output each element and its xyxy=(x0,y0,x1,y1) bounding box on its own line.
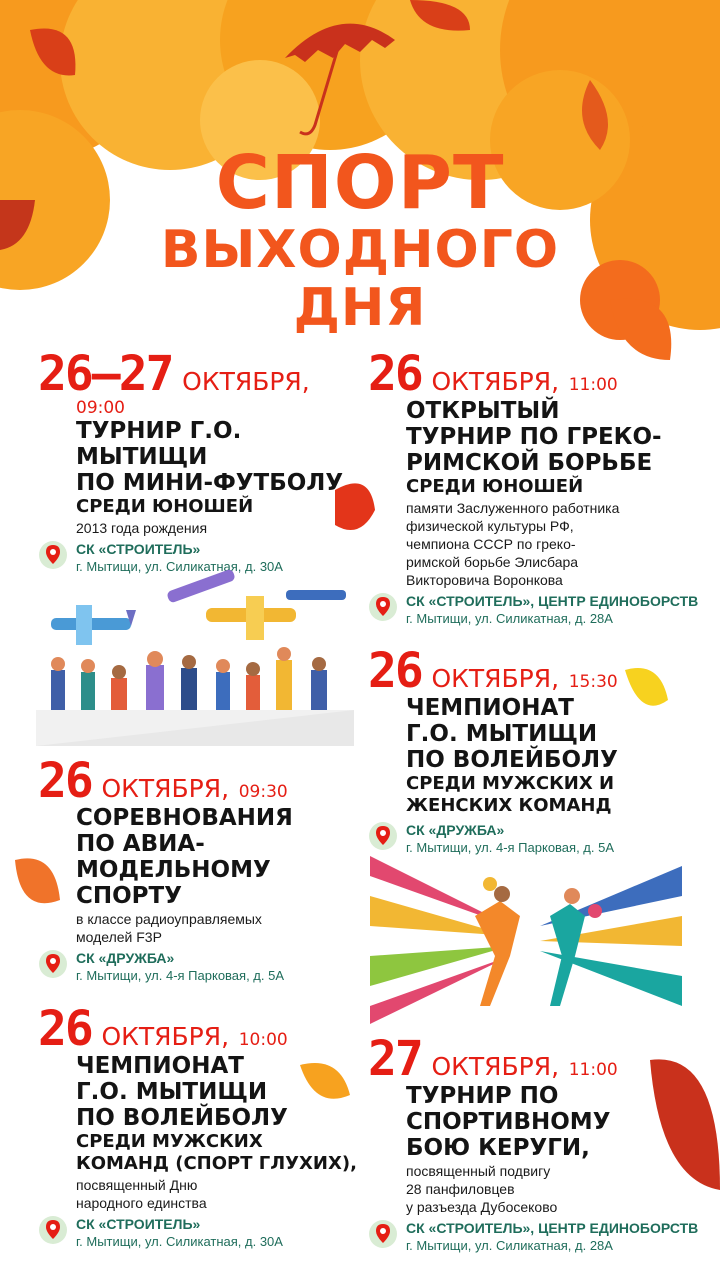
volleyball-illustration xyxy=(370,856,682,1024)
event-title-line: Г.О. МЫТИЩИ xyxy=(76,1079,268,1105)
event-date xyxy=(368,643,708,699)
event-title-line: СОРЕВНОВАНИЯ xyxy=(76,805,293,831)
venue-name: СК «СТРОИТЕЛЬ», ЦЕНТР ЕДИНОБОРСТВ xyxy=(406,1220,699,1236)
event-card xyxy=(368,346,708,628)
event-subtitle: СРЕДИ МУЖСКИХ КОМАНД (СПОРТ ГЛУХИХ), xyxy=(76,1131,357,1174)
title-line-2: ВЫХОДНОГО xyxy=(160,220,560,280)
venue-address: г. Мытищи, ул. 4-я Парковая, д. 5А xyxy=(76,968,285,983)
event-title-line: ТУРНИР Г.О. МЫТИЩИ xyxy=(76,418,242,471)
event-month: ОКТЯБРЯ, xyxy=(431,367,560,396)
location-pin-icon xyxy=(368,592,398,622)
event-day: 27 xyxy=(368,1031,422,1087)
event-venue xyxy=(38,1215,358,1251)
event-date xyxy=(368,1031,708,1087)
event-title-line: ТУРНИР ПО xyxy=(406,1083,559,1109)
airplane-icon xyxy=(166,568,236,603)
player-icon xyxy=(550,888,585,1006)
event-title-line: Г.О. МЫТИЩИ xyxy=(406,721,598,747)
event-card xyxy=(368,1031,708,1255)
event-title-line: ПО ВОЛЕЙБОЛУ xyxy=(406,747,618,773)
event-venue xyxy=(368,592,708,628)
event-time: 10:00 xyxy=(238,1030,288,1050)
event-desc-line: физической культуры РФ, xyxy=(406,518,574,534)
event-day: 26 xyxy=(38,753,92,809)
event-time: 09:30 xyxy=(238,782,288,802)
event-month: ОКТЯБРЯ, xyxy=(431,664,560,693)
event-desc-line: 2013 года рождения xyxy=(76,520,208,537)
event-venue xyxy=(368,1219,708,1255)
venue-address: г. Мытищи, ул. Силикатная, д. 28А xyxy=(406,611,613,626)
event-desc-line: 28 панфиловцев xyxy=(406,1181,515,1197)
event-date xyxy=(38,1001,358,1057)
event-day: 26 xyxy=(38,1001,92,1057)
venue-name: СК «СТРОИТЕЛЬ» xyxy=(76,1216,201,1232)
event-title-line: ОТКРЫТЫЙ xyxy=(406,398,560,424)
event-time: 11:00 xyxy=(568,375,618,395)
event-date xyxy=(38,346,348,402)
event-title-line: ЧЕМПИОНАТ xyxy=(76,1053,244,1079)
event-day: 26 xyxy=(368,346,422,402)
player-icon xyxy=(475,886,520,1006)
event-time: 09:00 xyxy=(76,398,125,418)
event-month: ОКТЯБРЯ, xyxy=(101,774,230,803)
event-card xyxy=(368,643,708,857)
venue-address: г. Мытищи, ул. Силикатная, д. 30А xyxy=(76,1234,283,1249)
event-desc-line: посвященный Дню xyxy=(76,1177,198,1193)
event-desc-line: у разъезда Дубосеково xyxy=(406,1199,558,1215)
event-day: 26 xyxy=(368,643,422,699)
venue-address: г. Мытищи, ул. 4-я Парковая, д. 5А xyxy=(406,840,615,855)
venue-name: СК «ДРУЖБА» xyxy=(76,950,175,966)
event-card xyxy=(38,753,348,985)
event-venue xyxy=(38,949,348,985)
aeromodel-illustration xyxy=(36,560,354,746)
event-title-line: ПО ВОЛЕЙБОЛУ xyxy=(76,1105,288,1131)
event-card xyxy=(38,346,348,576)
event-title-line: МОДЕЛЬНОМУ xyxy=(76,857,271,883)
location-pin-icon xyxy=(38,949,68,979)
location-pin-icon xyxy=(368,1219,398,1249)
location-pin-icon xyxy=(368,821,398,851)
event-title-line: ТУРНИР ПО ГРЕКО- xyxy=(406,424,662,450)
event-desc-line: моделей F3P xyxy=(76,929,162,945)
event-day: 26–27 xyxy=(38,346,173,402)
event-month: ОКТЯБРЯ, xyxy=(182,367,310,396)
people-icon xyxy=(51,647,327,710)
venue-address: г. Мытищи, ул. Силикатная, д. 28А xyxy=(406,1238,613,1253)
airplane-icon xyxy=(286,590,346,600)
event-title-line: СПОРТИВНОМУ xyxy=(406,1109,611,1135)
event-desc-line: чемпиона СССР по греко- xyxy=(406,536,576,552)
airplane-icon xyxy=(51,605,136,645)
ball-icon xyxy=(483,877,497,891)
event-desc-line: народного единства xyxy=(76,1195,207,1211)
event-title-line: ЧЕМПИОНАТ xyxy=(406,695,574,721)
event-desc-line: в классе радиоуправляемых xyxy=(76,911,262,927)
event-time: 15:30 xyxy=(568,672,618,692)
location-pin-icon xyxy=(38,1215,68,1245)
venue-address: г. Мытищи, ул. Силикатная, д. 30А xyxy=(76,559,283,575)
venue-name: СК «СТРОИТЕЛЬ», ЦЕНТР ЕДИНОБОРСТВ xyxy=(406,593,699,609)
title-line-3: ДНЯ xyxy=(293,278,427,338)
venue-name: СК «СТРОИТЕЛЬ» xyxy=(76,541,201,558)
event-title-line: БОЮ КЕРУГИ, xyxy=(406,1135,590,1161)
event-month: ОКТЯБРЯ, xyxy=(431,1052,560,1081)
event-title-line: ПО АВИА- xyxy=(76,831,205,857)
title-line-1: СПОРТ xyxy=(215,140,505,226)
event-subtitle: СРЕДИ ЮНОШЕЙ xyxy=(76,496,254,518)
event-subtitle: СРЕДИ МУЖСКИХ И ЖЕНСКИХ КОМАНД xyxy=(406,773,615,816)
event-desc-line: памяти Заслуженного работника xyxy=(406,500,620,516)
event-time: 11:00 xyxy=(568,1060,618,1080)
event-title-line: СПОРТУ xyxy=(76,883,182,909)
event-desc-line: посвященный подвигу xyxy=(406,1163,551,1179)
airplane-icon xyxy=(206,596,296,640)
ball-icon xyxy=(588,904,602,918)
event-title-line: ПО МИНИ-ФУТБОЛУ xyxy=(76,470,344,497)
event-title-line: РИМСКОЙ БОРЬБЕ xyxy=(406,450,653,476)
venue-name: СК «ДРУЖБА» xyxy=(406,822,505,838)
event-date xyxy=(38,753,348,809)
event-desc-line: римской борьбе Элисбара xyxy=(406,554,579,570)
event-date xyxy=(368,346,708,402)
event-month: ОКТЯБРЯ, xyxy=(101,1022,230,1051)
event-card xyxy=(38,1001,358,1251)
event-subtitle: СРЕДИ ЮНОШЕЙ xyxy=(406,476,584,497)
event-desc-line: Викторовича Воронкова xyxy=(406,572,563,588)
event-venue xyxy=(368,821,708,857)
